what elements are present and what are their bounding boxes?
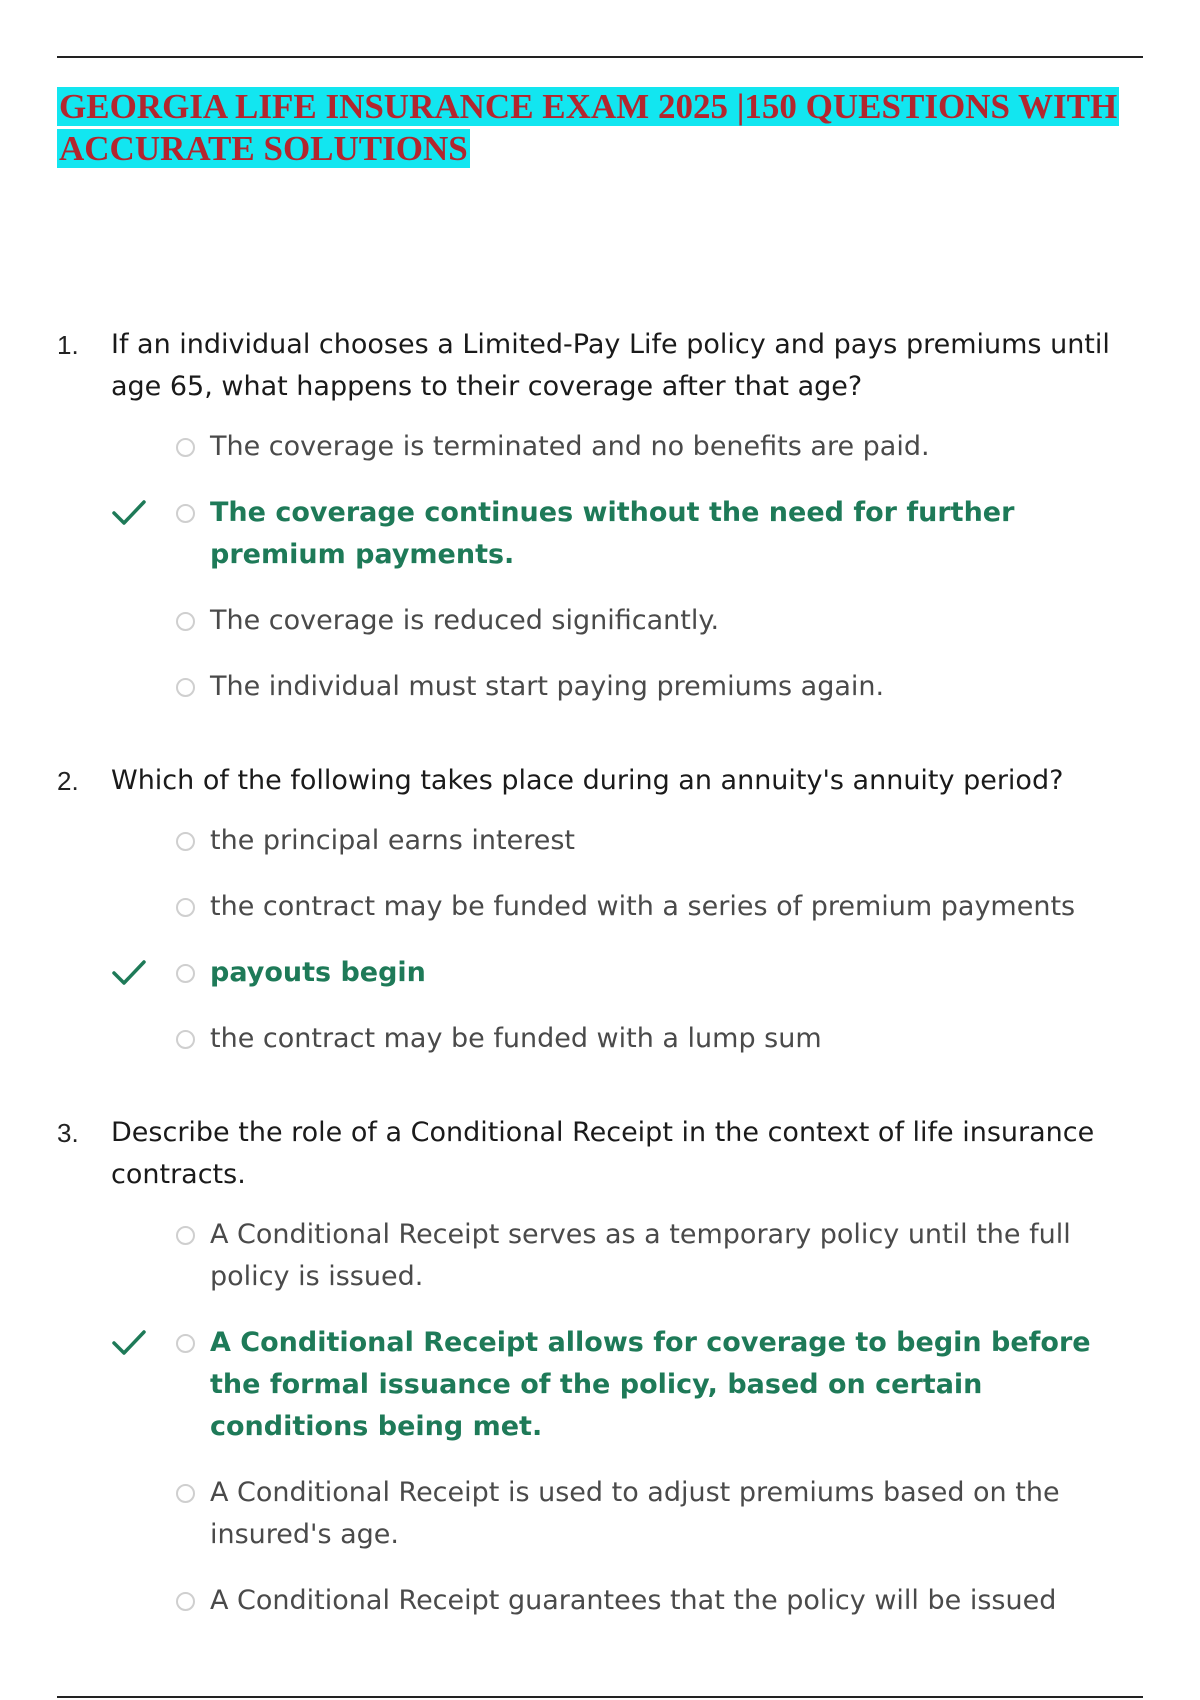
- answer-option[interactable]: [57, 1580, 1147, 1622]
- answer-options: [57, 1214, 1147, 1622]
- answer-options: [57, 426, 1147, 708]
- answer-option[interactable]: [57, 666, 1147, 708]
- question-2: [57, 760, 1147, 1084]
- radio-button-icon[interactable]: [176, 1484, 195, 1503]
- question-text: Describe the role of a Conditional Receipt in the context of life insurance contracts.: [111, 1117, 1095, 1190]
- question-number: 2.: [57, 766, 79, 796]
- radio-button-icon[interactable]: [176, 1592, 195, 1611]
- radio-button-icon[interactable]: [176, 1226, 195, 1245]
- radio-button-icon[interactable]: [176, 612, 195, 631]
- option-label: The coverage is terminated and no benefits are paid.: [210, 431, 930, 462]
- option-label: the contract may be funded with a lump sum: [210, 1023, 822, 1054]
- answer-option-correct[interactable]: [57, 952, 1147, 994]
- radio-button-icon[interactable]: [176, 504, 195, 523]
- checkmark-icon: [111, 498, 147, 528]
- option-label: A Conditional Receipt allows for coverage to begin before the formal issuance of the policy, based on certain conditions being met.: [210, 1327, 1091, 1442]
- document-title: [57, 86, 1157, 170]
- option-label: The individual must start paying premiums again.: [210, 671, 885, 702]
- answer-option-correct[interactable]: [57, 492, 1147, 576]
- checkmark-icon: [111, 958, 147, 988]
- radio-button-icon[interactable]: [176, 1334, 195, 1353]
- answer-option[interactable]: [57, 600, 1147, 642]
- top-divider: [57, 56, 1143, 58]
- answer-option[interactable]: [57, 820, 1147, 862]
- answer-option[interactable]: [57, 1018, 1147, 1060]
- question-3: [57, 1112, 1147, 1646]
- option-label: A Conditional Receipt serves as a temporary policy until the full policy is issued.: [210, 1219, 1071, 1292]
- checkmark-icon: [111, 1328, 147, 1358]
- question-number: 3.: [57, 1118, 79, 1148]
- answer-options: [57, 820, 1147, 1060]
- radio-button-icon[interactable]: [176, 964, 195, 983]
- question-number: 1.: [57, 330, 79, 360]
- answer-option-correct[interactable]: [57, 1322, 1147, 1448]
- answer-option[interactable]: [57, 1472, 1147, 1556]
- answer-option[interactable]: [57, 426, 1147, 468]
- bottom-divider: [57, 1696, 1143, 1698]
- option-label: The coverage continues without the need for further premium payments.: [210, 497, 1015, 570]
- option-label: the principal earns interest: [210, 825, 575, 856]
- radio-button-icon[interactable]: [176, 832, 195, 851]
- question-text: Which of the following takes place during an annuity's annuity period?: [111, 765, 1064, 796]
- radio-button-icon[interactable]: [176, 678, 195, 697]
- question-1: [57, 324, 1147, 732]
- answer-option[interactable]: [57, 1214, 1147, 1298]
- title-highlight: GEORGIA LIFE INSURANCE EXAM 2025 |150 QUESTIONS WITH ACCURATE SOLUTIONS: [59, 87, 1118, 168]
- option-label: payouts begin: [210, 957, 426, 988]
- answer-option[interactable]: [57, 886, 1147, 928]
- option-label: the contract may be funded with a series of premium payments: [210, 891, 1076, 922]
- option-label: A Conditional Receipt is used to adjust premiums based on the insured's age.: [210, 1477, 1060, 1550]
- option-label: The coverage is reduced significantly.: [210, 605, 720, 636]
- question-text: If an individual chooses a Limited-Pay Life policy and pays premiums until age 65, what happens to their coverage after that age?: [111, 329, 1110, 402]
- option-label: A Conditional Receipt guarantees that the policy will be issued: [210, 1585, 1057, 1616]
- radio-button-icon[interactable]: [176, 1030, 195, 1049]
- radio-button-icon[interactable]: [176, 898, 195, 917]
- radio-button-icon[interactable]: [176, 438, 195, 457]
